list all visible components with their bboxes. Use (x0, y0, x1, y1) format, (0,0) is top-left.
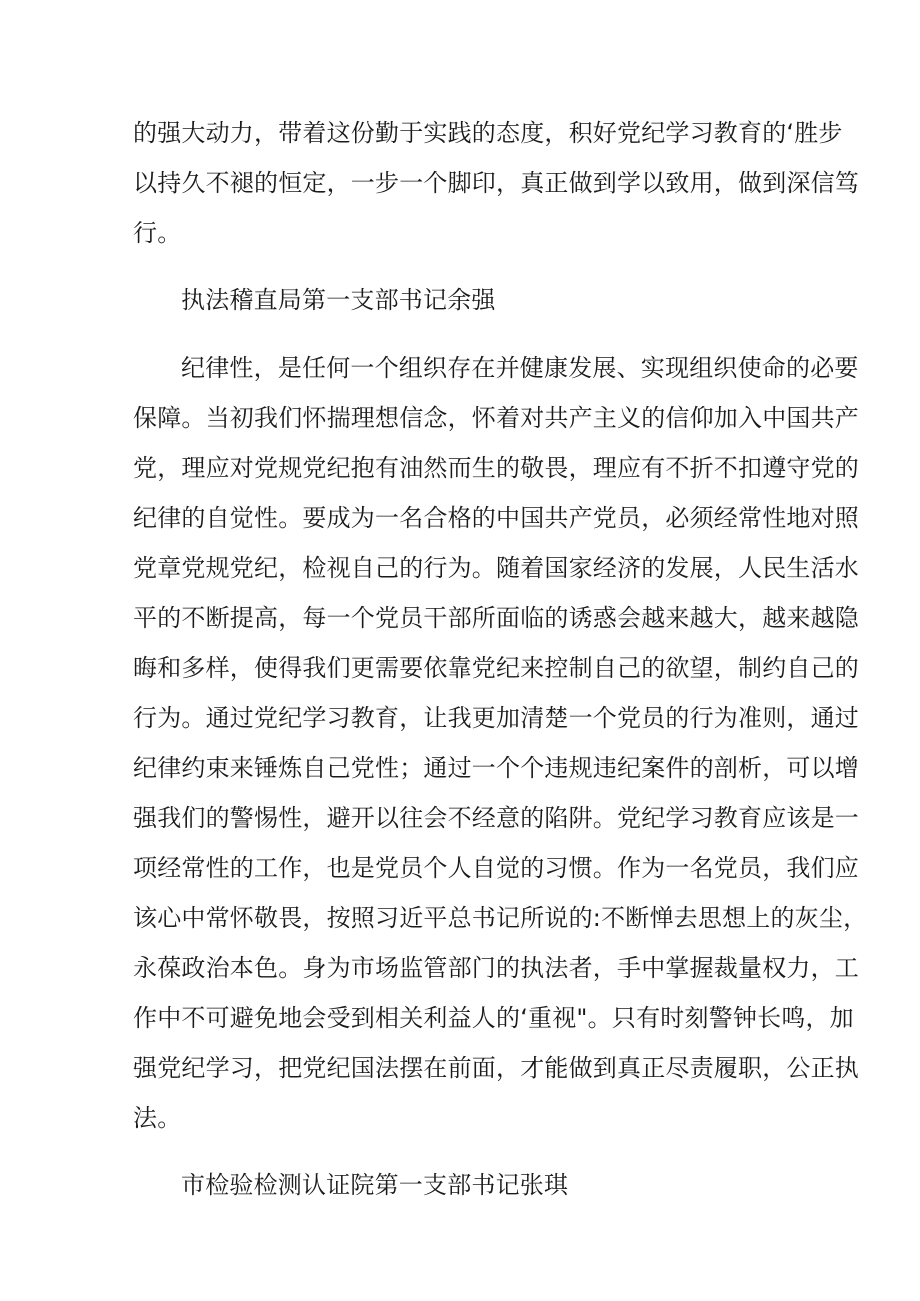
paragraph-line: 行。 (133, 219, 182, 247)
paragraph-line: 平的不断提高，每一个党员干部所面临的诱惑会越来越大，越来越隐 (133, 604, 859, 632)
paragraph-line: 保障。当初我们怀揣理想信念，怀着对共产主义的信仰加入中国共产 (133, 404, 859, 432)
paragraph-line: 党章党规党纪，检视自己的行为。随着国家经济的发展，人民生活水 (133, 554, 859, 582)
paragraph-line: 纪律约束来锤炼自己党性；通过一个个违规违纪案件的剖析，可以增 (133, 754, 859, 782)
paragraph-line: 强党纪学习，把党纪国法摆在前面，才能做到真正尽责履职，公正执 (133, 1054, 859, 1082)
paragraph-line: 项经常性的工作，也是党员个人自觉的习惯。作为一名党员，我们应 (133, 854, 859, 882)
paragraph-line: 晦和多样，使得我们更需要依靠党纪来控制自己的欲望，制约自己的 (133, 654, 859, 682)
paragraph-line: 作中不可避免地会受到相关利益人的‘重视"。只有时刻警钟长鸣，加 (133, 1004, 854, 1032)
paragraph-line: 永葆政治本色。身为市场监管部门的执法者，手中掌握裁量权力，工 (133, 954, 859, 982)
paragraph-line: 的强大动力，带着这份勤于实践的态度，积好党纪学习教育的‘胜步 (133, 119, 843, 147)
paragraph-line: 以持久不褪的恒定，一步一个脚印，真正做到学以致用，做到深信笃 (133, 169, 859, 197)
paragraph-line: 法。 (133, 1104, 182, 1132)
paragraph-line: 该心中常怀敬畏，按照习近平总书记所说的:不断惮去思想上的灰尘， (133, 904, 868, 932)
section-heading-yu-qiang: 执法稽直局第一支部书记余强 (181, 286, 496, 314)
paragraph-line: 纪律性，是任何一个组织存在并健康发展、实现组织使命的必要 (181, 354, 859, 382)
paragraph-line: 党，理应对党规党纪抱有油然而生的敬畏，理应有不折不扣遵守党的 (133, 454, 859, 482)
paragraph-line: 行为。通过党纪学习教育，让我更加清楚一个党员的行为准则，通过 (133, 704, 859, 732)
section-heading-zhang-qi: 市检验检测认证院第一支部书记张琪 (181, 1171, 569, 1199)
paragraph-line: 强我们的警惕性，避开以往会不经意的陷阱。党纪学习教育应该是一 (133, 804, 859, 832)
paragraph-line: 纪律的自觉性。要成为一名合格的中国共产党员，必须经常性地对照 (133, 504, 859, 532)
